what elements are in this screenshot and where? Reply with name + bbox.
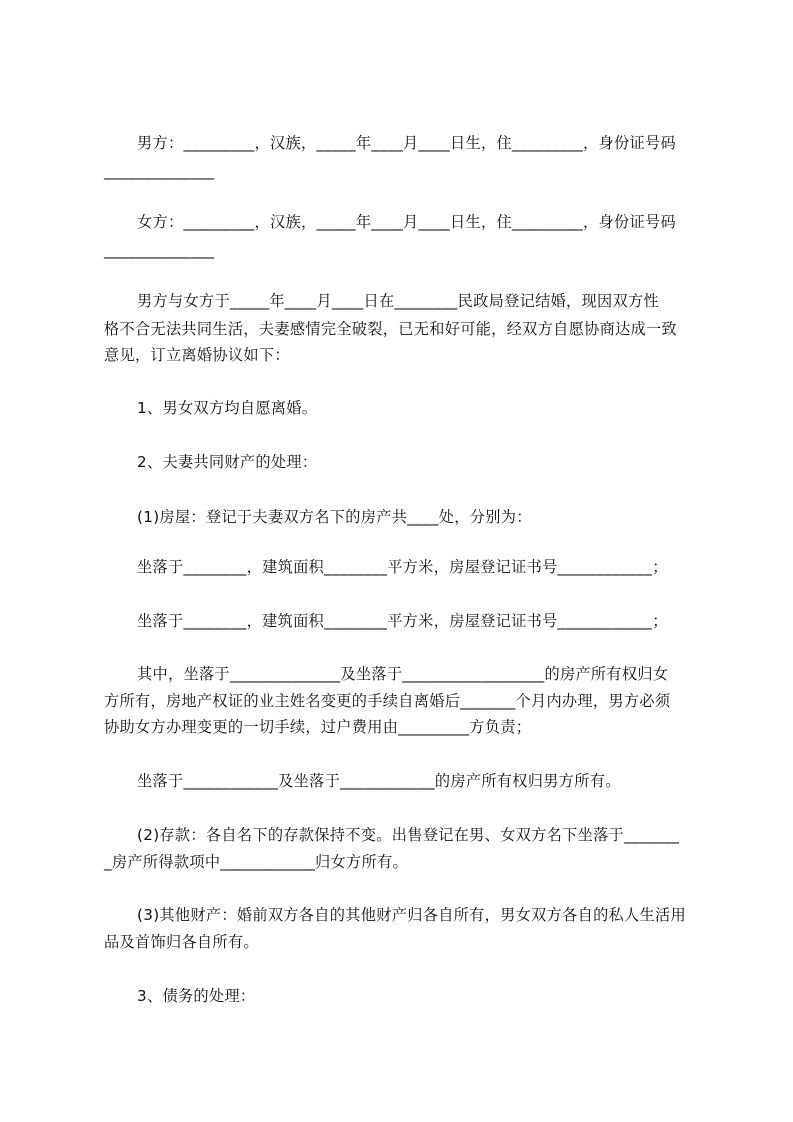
woman-party-line: 女方：_________，汉族，_____年____月____日生，住_________，身份证号码	[137, 213, 676, 231]
house-ownership-man-line: 坐落于____________及坐落于____________的房产所有权归男方所有。	[137, 772, 621, 790]
man-party-line: 男方：_________，汉族，_____年____月____日生，住_________，身份证号码	[137, 134, 676, 152]
house-2-line: 坐落于________，建筑面积________平方米，房屋登记证书号____________；	[137, 612, 668, 630]
marriage-registration-line: 男方与女方于_____年____月____日在________民政局登记结婚，现因双方性	[137, 292, 659, 310]
clause-3-heading: 3、债务的处理：	[137, 987, 256, 1005]
other-property-line: (3)其他财产：婚前双方各自的其他财产归各自所有，男女双方各自的私人生活用	[137, 906, 686, 924]
man-id-blank: ______________	[104, 162, 215, 180]
deposit-line: (2)存款：各自名下的存款保持不变。出售登记在男、女双方名下坐落于_______	[137, 826, 680, 844]
ownership-transfer-line: 方所有，房地产权证的业主姓名变更的手续自离婚后_______个月内办理，男方必须	[104, 692, 671, 710]
property-house-line: (1)房屋：登记于夫妻双方名下的房产共____处，分别为：	[137, 508, 532, 526]
divorce-reason-line: 格不合无法共同生活，夫妻感情完全破裂，已无和好可能，经双方自愿协商达成一致	[104, 320, 678, 338]
clause-1: 1、男女双方均自愿离婚。	[137, 399, 318, 417]
house-1-line: 坐落于________，建筑面积________平方米，房屋登记证书号____________；	[137, 558, 668, 576]
woman-id-blank: ______________	[104, 241, 215, 259]
agreement-intro-line: 意见，订立离婚协议如下：	[104, 346, 290, 364]
transfer-fee-line: 协助女方办理变更的一切手续，过户费用由_________方负责；	[104, 718, 532, 736]
house-ownership-woman-line: 其中，坐落于______________及坐落于__________________的房产所有权归女	[137, 665, 669, 683]
deposit-continued-line: _房产所得款项中____________归女方所有。	[104, 853, 408, 871]
clause-2-heading: 2、夫妻共同财产的处理：	[137, 453, 318, 471]
other-property-continued-line: 品及首饰归各自所有。	[104, 933, 259, 951]
